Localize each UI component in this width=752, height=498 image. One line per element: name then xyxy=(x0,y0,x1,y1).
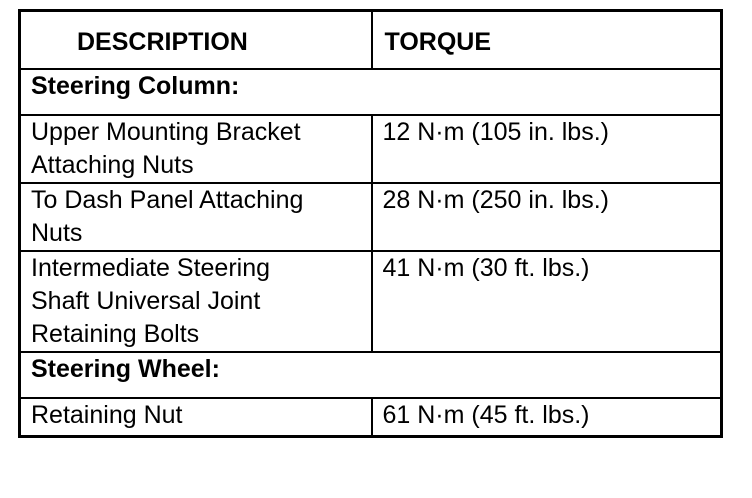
description-line: Shaft Universal Joint xyxy=(31,287,261,315)
header-torque: TORQUE xyxy=(372,11,722,70)
section-row-steering-column xyxy=(20,69,722,115)
row-torque: 12 N·m (105 in. lbs.) xyxy=(372,115,722,183)
description-line: Retaining Nut xyxy=(31,401,183,429)
section-title: Steering Wheel: xyxy=(20,352,722,398)
description-line: Upper Mounting Bracket xyxy=(31,118,301,146)
section-title: Steering Column: xyxy=(20,69,722,115)
torque-specification-table xyxy=(18,9,723,438)
section-row-steering-wheel xyxy=(20,352,722,398)
table-row xyxy=(20,115,722,183)
header-description: DESCRIPTION xyxy=(20,11,372,70)
row-torque: 28 N·m (250 in. lbs.) xyxy=(372,183,722,251)
row-description xyxy=(20,115,372,183)
table-row xyxy=(20,251,722,352)
row-torque: 41 N·m (30 ft. lbs.) xyxy=(372,251,722,352)
table-row xyxy=(20,398,722,437)
row-torque: 61 N·m (45 ft. lbs.) xyxy=(372,398,722,437)
row-description xyxy=(20,183,372,251)
description-line: Intermediate Steering xyxy=(31,254,271,282)
description-line: Retaining Bolts xyxy=(31,320,200,348)
description-line: To Dash Panel Attaching xyxy=(31,186,304,214)
table-row xyxy=(20,183,722,251)
description-line: Attaching Nuts xyxy=(31,151,194,179)
description-line: Nuts xyxy=(31,219,83,247)
row-description xyxy=(20,251,372,352)
row-description xyxy=(20,398,372,437)
header-row xyxy=(20,11,722,70)
